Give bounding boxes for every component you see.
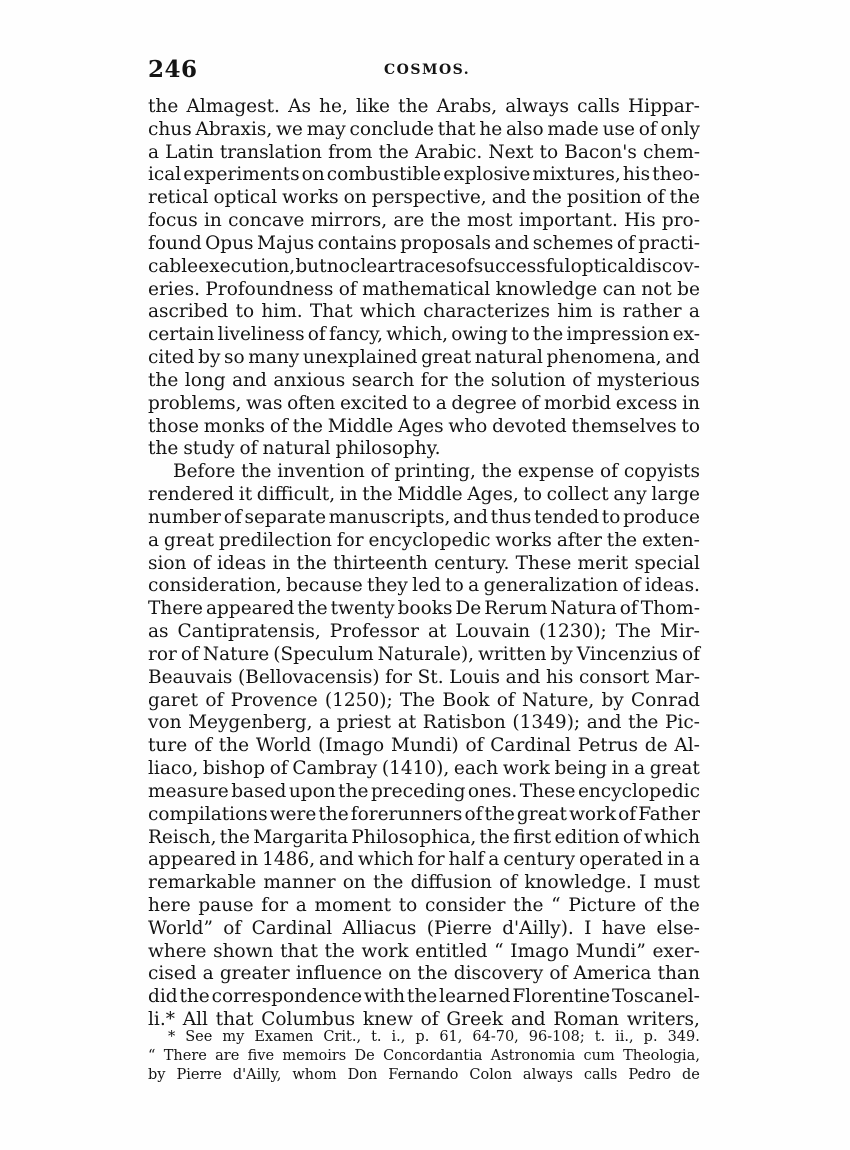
body-text-line: here pause for a moment to consider the “ Picture of the (148, 894, 700, 916)
body-text-line: Before the invention of printing, the expense of copyists (173, 461, 700, 483)
body-text-line: a great predilection for encyclopedic works after the exten- (148, 529, 700, 551)
footnote-line: by Pierre d'Ailly, whom Don Fernando Colon always calls Pedro de (148, 1067, 700, 1083)
body-text-line: There appeared the twenty books De Rerum Natura of Thom- (148, 598, 700, 620)
body-text-line: li.* All that Columbus knew of Greek and Roman writers, (148, 1009, 700, 1031)
body-text-line: did the correspondence with the learned Florentine Toscanel- (148, 986, 700, 1008)
body-text-line: rendered it difficult, in the Middle Ages, to collect any large (148, 484, 700, 506)
page-number: 246 (148, 56, 198, 83)
body-text-line: ror of Nature (Speculum Naturale), written by Vincenzius of (148, 643, 700, 665)
body-text-line: the study of natural philosophy. (148, 438, 441, 460)
body-text-line: focus in concave mirrors, are the most important. His pro- (148, 210, 700, 232)
body-text-line: cable execution, but no clear traces of successful optical discov- (148, 255, 700, 277)
body-text-line: consideration, because they led to a generalization of ideas. (148, 575, 700, 597)
body-text-line: found Opus Majus contains proposals and schemes of practi- (148, 232, 700, 254)
footnote-line: “ There are five memoirs De Concordantia Astronomia cum Theologia, (148, 1048, 700, 1064)
body-text-line: cised a greater influence on the discovery of America than (148, 963, 700, 985)
footnote-line: * See my Examen Crit., t. i., p. 61, 64-70, 96-108; t. ii., p. 349. (168, 1029, 700, 1045)
body-text-line: cited by so many unexplained great natural phenomena, and (148, 347, 700, 369)
body-text-line: von Meygenberg, a priest at Ratisbon (1349); and the Pic- (148, 712, 700, 734)
body-text-line: where shown that the work entitled “ Imago Mundi” exer- (148, 940, 700, 962)
body-text-line: Beauvais (Bellovacensis) for St. Louis and his consort Mar- (148, 666, 700, 688)
body-text-line: ture of the World (Imago Mundi) of Cardinal Petrus de Al- (148, 735, 700, 757)
running-head: COSMOS. (384, 62, 471, 78)
body-text-line: appeared in 1486, and which for half a century operated in a (148, 849, 700, 871)
body-text-line: Reisch, the Margarita Philosophica, the first edition of which (148, 826, 700, 848)
body-text-line: problems, was often excited to a degree of morbid excess in (148, 392, 700, 414)
body-text-line: World” of Cardinal Alliacus (Pierre d'Ailly). I have else- (148, 917, 700, 939)
body-text-line: ical experiments on combustible explosive mixtures, his theo- (148, 164, 700, 186)
body-text (148, 96, 700, 1032)
body-text-line: ascribed to him. That which characterizes him is rather a (148, 301, 700, 323)
body-text-line: number of separate manuscripts, and thus tended to produce (148, 506, 700, 528)
body-text-line: those monks of the Middle Ages who devoted themselves to (148, 415, 700, 437)
footnotes (148, 1028, 700, 1085)
body-text-line: chus Abraxis, we may conclude that he also made use of only (148, 118, 700, 140)
body-text-line: liaco, bishop of Cambray (1410), each work being in a great (148, 758, 700, 780)
body-text-line: the Almagest. As he, like the Arabs, always calls Hippar- (148, 96, 700, 117)
body-text-line: a Latin translation from the Arabic. Next to Bacon's chem- (148, 141, 700, 163)
body-text-line: measure based upon the preceding ones. These encyclopedic (148, 780, 700, 802)
body-text-line: compilations were the forerunners of the great work of Father (148, 803, 700, 825)
body-text-line: garet of Provence (1250); The Book of Nature, by Conrad (148, 689, 700, 711)
body-text-line: remarkable manner on the diffusion of knowledge. I must (148, 872, 700, 894)
body-text-line: as Cantipratensis, Professor at Louvain (1230); The Mir- (148, 621, 700, 643)
body-text-line: sion of ideas in the thirteenth century. These merit special (148, 552, 700, 574)
body-text-line: eries. Profoundness of mathematical knowledge can not be (148, 278, 700, 300)
body-text-line: certain liveliness of fancy, which, owing to the impression ex- (148, 324, 700, 346)
body-text-line: the long and anxious search for the solution of mysterious (148, 369, 700, 391)
body-text-line: retical optical works on perspective, and the position of the (148, 187, 700, 209)
